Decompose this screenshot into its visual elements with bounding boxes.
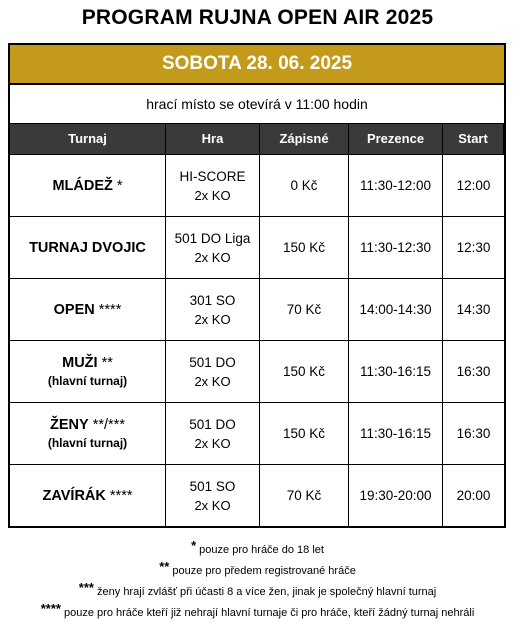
start-cell: 12:30 — [443, 216, 504, 278]
tournament-name: ŽENY — [50, 417, 89, 433]
game-format: 2x KO — [194, 311, 231, 327]
tournament-subtitle: (hlavní turnaj) — [47, 374, 128, 388]
game-name: 501 DO — [189, 354, 236, 370]
footnote-marker: **** — [40, 601, 61, 616]
tournament-name: MUŽI — [62, 355, 98, 371]
game-cell — [166, 402, 260, 464]
tournament-name: TURNAJ DVOJIC — [29, 239, 146, 256]
tournament-footnote-marker: **/*** — [88, 417, 125, 433]
fee-cell: 70 Kč — [260, 278, 349, 340]
checkin-cell: 19:30-20:00 — [349, 464, 443, 526]
day-header: SOBOTA 28. 06. 2025 — [10, 45, 504, 85]
schedule-table — [8, 43, 506, 528]
tournament-name: OPEN — [53, 301, 95, 318]
checkin-cell: 11:30-16:15 — [349, 402, 443, 464]
column-header-tournament: Turnaj — [10, 124, 166, 154]
footnote-text: pouze pro hráče do 18 let — [196, 544, 324, 556]
fee-cell: 70 Kč — [260, 464, 349, 526]
tournament-subtitle: (hlavní turnaj) — [47, 436, 128, 450]
start-cell: 12:00 — [443, 154, 504, 216]
footnote-marker: ** — [159, 559, 170, 574]
fee-cell: 150 Kč — [260, 340, 349, 402]
game-format: 2x KO — [194, 497, 231, 513]
tournament-name: MLÁDEŽ — [52, 177, 113, 194]
start-cell: 20:00 — [443, 464, 504, 526]
game-format: 2x KO — [194, 249, 231, 265]
column-header-fee: Zápisné — [260, 124, 349, 154]
start-cell: 16:30 — [443, 402, 504, 464]
game-cell — [166, 278, 260, 340]
footnotes — [0, 539, 515, 623]
footnote-marker: *** — [78, 580, 94, 595]
column-header-start: Start — [443, 124, 504, 154]
tournament-footnote-marker: **** — [105, 487, 133, 504]
tournament-cell — [10, 402, 166, 464]
footnote-line — [0, 560, 515, 581]
tournament-footnote-marker: **** — [94, 301, 122, 318]
game-cell — [166, 216, 260, 278]
footnote-text: ženy hrají zvlášť při účasti 8 a více žen, jinak je společný hlavní turnaj — [93, 586, 437, 598]
schedule-grid — [10, 124, 504, 526]
footnote-line — [0, 602, 515, 623]
footnote-text: pouze pro hráče kteří již nehrají hlavní turnaje či pro hráče, kteří žádný turnaj nehráli — [60, 607, 475, 619]
fee-cell: 150 Kč — [260, 402, 349, 464]
game-name: 501 DO Liga — [174, 230, 251, 246]
game-format: 2x KO — [194, 435, 231, 451]
game-format: 2x KO — [194, 373, 231, 389]
tournament-cell — [10, 278, 166, 340]
tournament-footnote-marker: * — [112, 177, 123, 194]
footnote-text: pouze pro předem registrované hráče — [169, 565, 356, 577]
checkin-cell: 11:30-12:30 — [349, 216, 443, 278]
column-header-checkin: Prezence — [349, 124, 443, 154]
column-header-game: Hra — [166, 124, 260, 154]
tournament-cell — [10, 216, 166, 278]
game-name: HI-SCORE — [179, 168, 246, 184]
footnote-line — [0, 581, 515, 602]
fee-cell: 150 Kč — [260, 216, 349, 278]
game-name: 501 DO — [189, 416, 236, 432]
tournament-cell — [10, 340, 166, 402]
game-cell — [166, 464, 260, 526]
page-title: PROGRAM RUJNA OPEN AIR 2025 — [81, 6, 434, 29]
game-name: 501 SO — [189, 478, 236, 494]
footnote-marker: * — [191, 538, 197, 553]
tournament-name: ZAVÍRÁK — [42, 487, 106, 504]
tournament-cell — [10, 154, 166, 216]
tournament-cell — [10, 464, 166, 526]
start-cell: 16:30 — [443, 340, 504, 402]
game-name: 301 SO — [189, 292, 236, 308]
footnote-line — [0, 539, 515, 560]
game-format: 2x KO — [194, 187, 231, 203]
tournament-footnote-marker: ** — [97, 355, 113, 371]
checkin-cell: 11:30-16:15 — [349, 340, 443, 402]
fee-cell: 0 Kč — [260, 154, 349, 216]
start-cell: 14:30 — [443, 278, 504, 340]
checkin-cell: 14:00-14:30 — [349, 278, 443, 340]
game-cell — [166, 340, 260, 402]
venue-info: hrací místo se otevírá v 11:00 hodin — [10, 85, 504, 124]
game-cell — [166, 154, 260, 216]
checkin-cell: 11:30-12:00 — [349, 154, 443, 216]
